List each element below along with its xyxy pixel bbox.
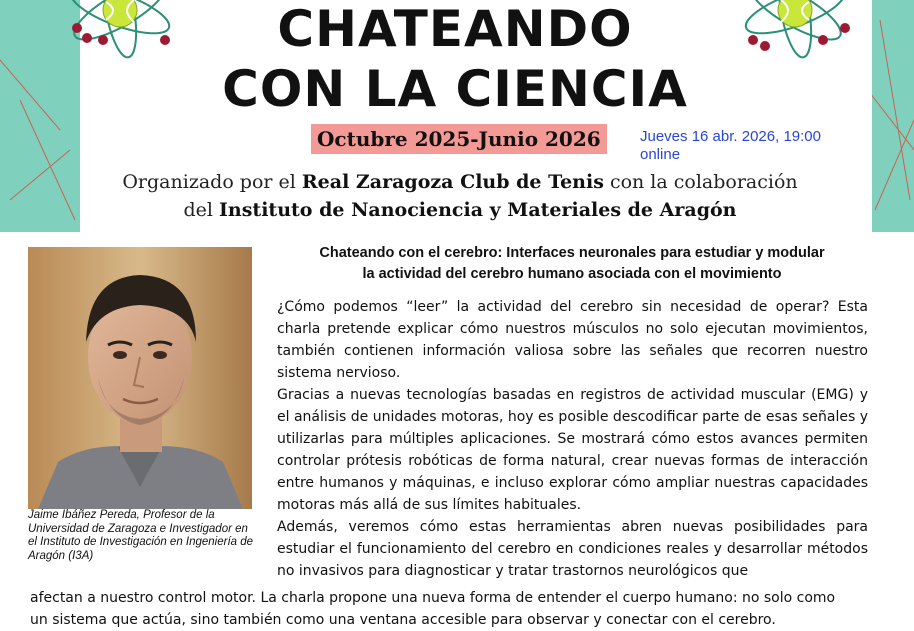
title-line-2: CON LA CIENCIA: [222, 60, 688, 118]
talk-title-line-1: Chateando con el cerebro: Interfaces neuronales para estudiar y modular: [319, 245, 825, 261]
talk-title-line-2: la actividad del cerebro humano asociada con el movimiento: [362, 266, 782, 282]
paragraph-line: afectan a nuestro control motor. La charla propone una nueva forma de entender el cuerpo humano: no solo como: [30, 590, 836, 606]
paragraph: Además, veremos cómo estas herramientas abren nuevas posibilidades para estudiar el funcionamiento del cerebro en condiciones reales y desarrollar métodos no invasivos para diagnosticar y tratar trastornos neurológicos que: [277, 519, 868, 579]
event-date: Jueves 16 abr. 2026, 19:00: [640, 128, 821, 145]
paragraph: Gracias a nuevas tecnologías basadas en registros de actividad muscular (EMG) y el análisis de unidades motoras, hoy es posible descodificar parte de esas señales y utilizarlas para múltiples aplicaciones. Se mostrará cómo estos avances permiten controlar prótesis robóticas de forma natural, crear nuevas formas de interacción entre humanos y máquinas, e incluso explorar cómo ampliar nuestras capacidades motoras más allá de sus límites habituales.: [277, 387, 868, 513]
speaker-photo: [28, 247, 252, 509]
event-mode: online: [640, 146, 681, 163]
photo-caption: Jaime Ibáñez Pereda, Profesor de la Universidad de Zaragoza e Investigador en el Instituto de Investigación en Ingeniería de Aragón (I3A): [28, 509, 254, 562]
paragraph: ¿Cómo podemos “leer” la actividad del cerebro sin necesidad de operar? Esta charla pretende explicar cómo nuestros músculos no solo ejecutan movimientos, también contienen información valiosa sobre las señales que recorren nuestro sistema nervioso.: [277, 299, 868, 381]
header-banner: [0, 0, 914, 232]
club-name: Real Zaragoza Club de Tenis: [301, 171, 604, 193]
season-dates: Octubre 2025-Junio 2026: [311, 124, 607, 154]
title-line-1: CHATEANDO: [277, 0, 633, 58]
organizer-line-1: [80, 168, 840, 196]
org-text: Organizado por el: [122, 171, 302, 193]
talk-description: [277, 296, 868, 582]
institute-name: Instituto de Nanociencia y Materiales de Aragón: [219, 199, 737, 221]
event-info: [640, 128, 821, 164]
paragraph-line: un sistema que actúa, sino también como una ventana accesible para observar y conectar con el cerebro.: [30, 612, 776, 628]
org-text: con la colaboración: [603, 171, 798, 193]
talk-title: [274, 243, 870, 285]
talk-description-continued: [30, 587, 870, 631]
org-text: del: [183, 199, 220, 221]
organizer-line-2: [80, 196, 840, 224]
